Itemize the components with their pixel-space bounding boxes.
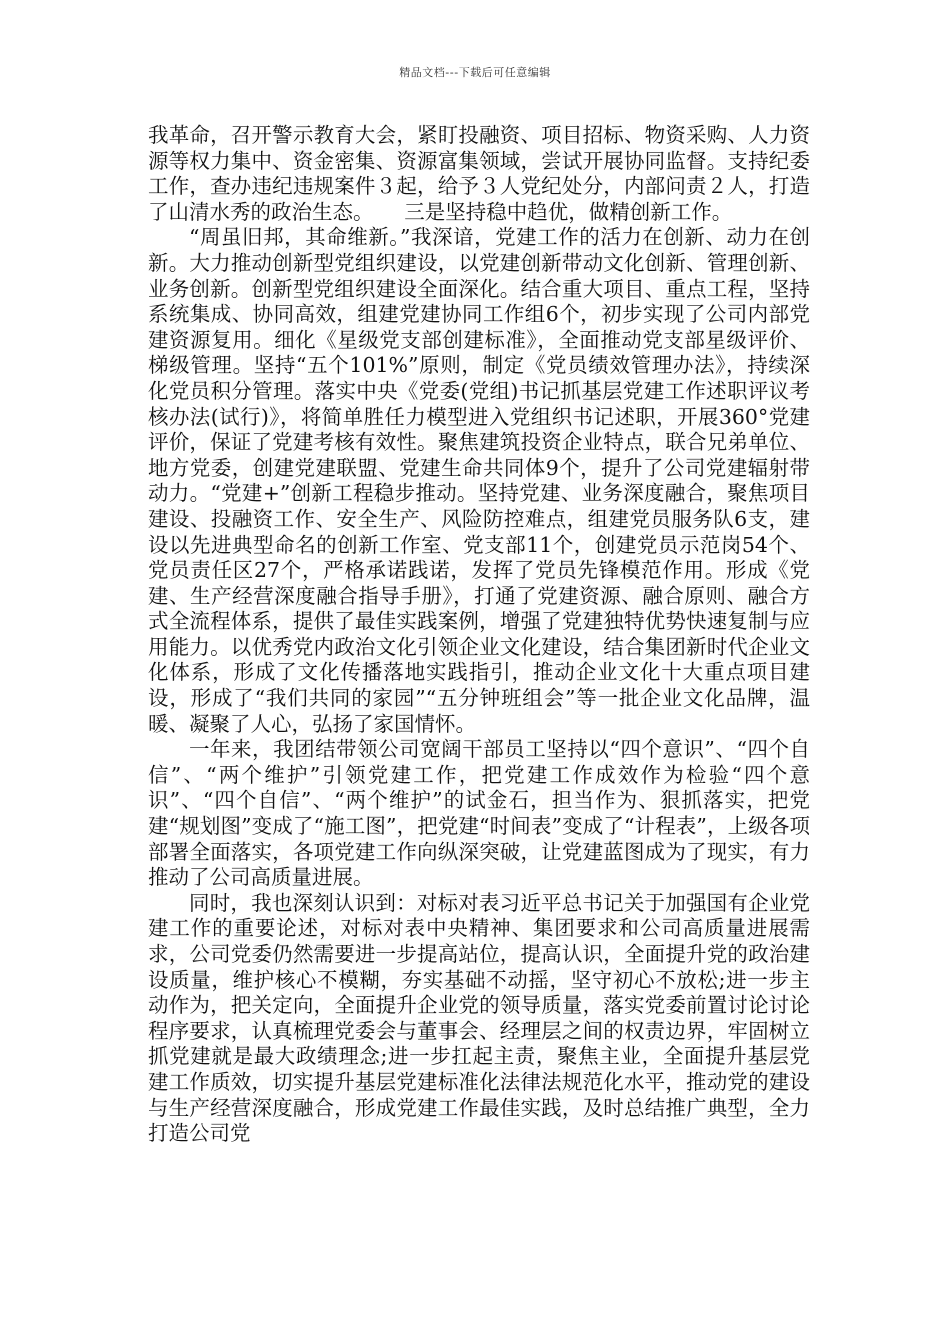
paragraph-2: “周虽旧邦，其命维新。”我深谙，党建工作的活力在创新、动力在创新。大力推动创新型党组织建设，以党建创新带动文化创新、管理创新、业务创新。创新型党组织建设全面深化。结合重大项目、重点工程，坚持系统集成、协同高效，组建党建协同工作组6个，初步实现了公司内部党建资源复用。细化《星级党支部创建标准》，全面推动党支部星级评价、梯级管理。坚持“五个101%”原则，制定《党员绩效管理办法》，持续深化党员积分管理。落实中央《党委(党组)书记抓基层党建工作述职评议考核办法(试行)》，将简单胜任力模型进入党组织书记述职，开展360°党建评价，保证了党建考核有效性。聚焦建筑投资企业特点，联合兄弟单位、地方党委，创建党建联盟、党建生命共同体9个，提升了公司党建辐射带动力。“党建+”创新工程稳步推动。坚持党建、业务深度融合，聚焦项目建设、投融资工作、安全生产、风险防控难点，组建党员服务队6支，建设以先进典型命名的创新工作室、党支部11个，创建党员示范岗54个、党员责任区27个，严格承诺践诺，发挥了党员先锋模范作用。形成《党建、生产经营深度融合指导手册》，打通了党建资源、融合原则、融合方式全流程体系，提供了最佳实践案例，增强了党建独特优势快速复制与应用能力。以优秀党内政治文化引领企业文化建设，结合集团新时代企业文化体系，形成了文化传播落地实践指引，推动企业文化十大重点项目建设，形成了“我们共同的家园”“五分钟班组会”等一批企业文化品牌，温暖、凝聚了人心，弘扬了家国情怀。 [148, 225, 810, 736]
paragraph-1: 我革命，召开警示教育大会，紧盯投融资、项目招标、物资采购、人力资源等权力集中、资金密集、资源富集领域，尝试开展协同监督。支持纪委工作，查办违纪违规案件３起，给予３人党纪处分，内部问责２人，打造了山清水秀的政治生态。 三是坚持稳中趋优，做精创新工作。 [148, 123, 810, 224]
paragraph-3: 一年来，我团结带领公司宽阔干部员工坚持以“四个意识”、“四个自信”、“两个维护”引领党建工作，把党建工作成效作为检验“四个意识”、“四个自信”、“两个维护”的试金石，担当作为、狠抓落实，把党建“规划图”变成了“施工图”，把党建“时间表”变成了“计程表”，上级各项部署全面落实，各项党建工作向纵深突破，让党建蓝图成为了现实，有力推动了公司高质量进展。 [148, 737, 810, 890]
document-body [148, 123, 810, 1147]
page-header: 精品文档---下载后可任意编辑 [399, 66, 551, 79]
paragraph-4: 同时，我也深刻认识到：对标对表习近平总书记关于加强国有企业党建工作的重要论述，对标对表中央精神、集团要求和公司高质量进展需求，公司党委仍然需要进一步提高站位，提高认识，全面提升党的政治建设质量，维护核心不模糊，夯实基础不动摇，坚守初心不放松;进一步主动作为，把关定向，全面提升企业党的领导质量，落实党委前置讨论讨论程序要求，认真梳理党委会与董事会、经理层之间的权责边界，牢固树立抓党建就是最大政绩理念;进一步扛起主责，聚焦主业，全面提升基层党建工作质效，切实提升基层党建标准化法律法规范化水平，推动党的建设与生产经营深度融合，形成党建工作最佳实践，及时总结推广典型，全力打造公司党 [148, 890, 810, 1146]
